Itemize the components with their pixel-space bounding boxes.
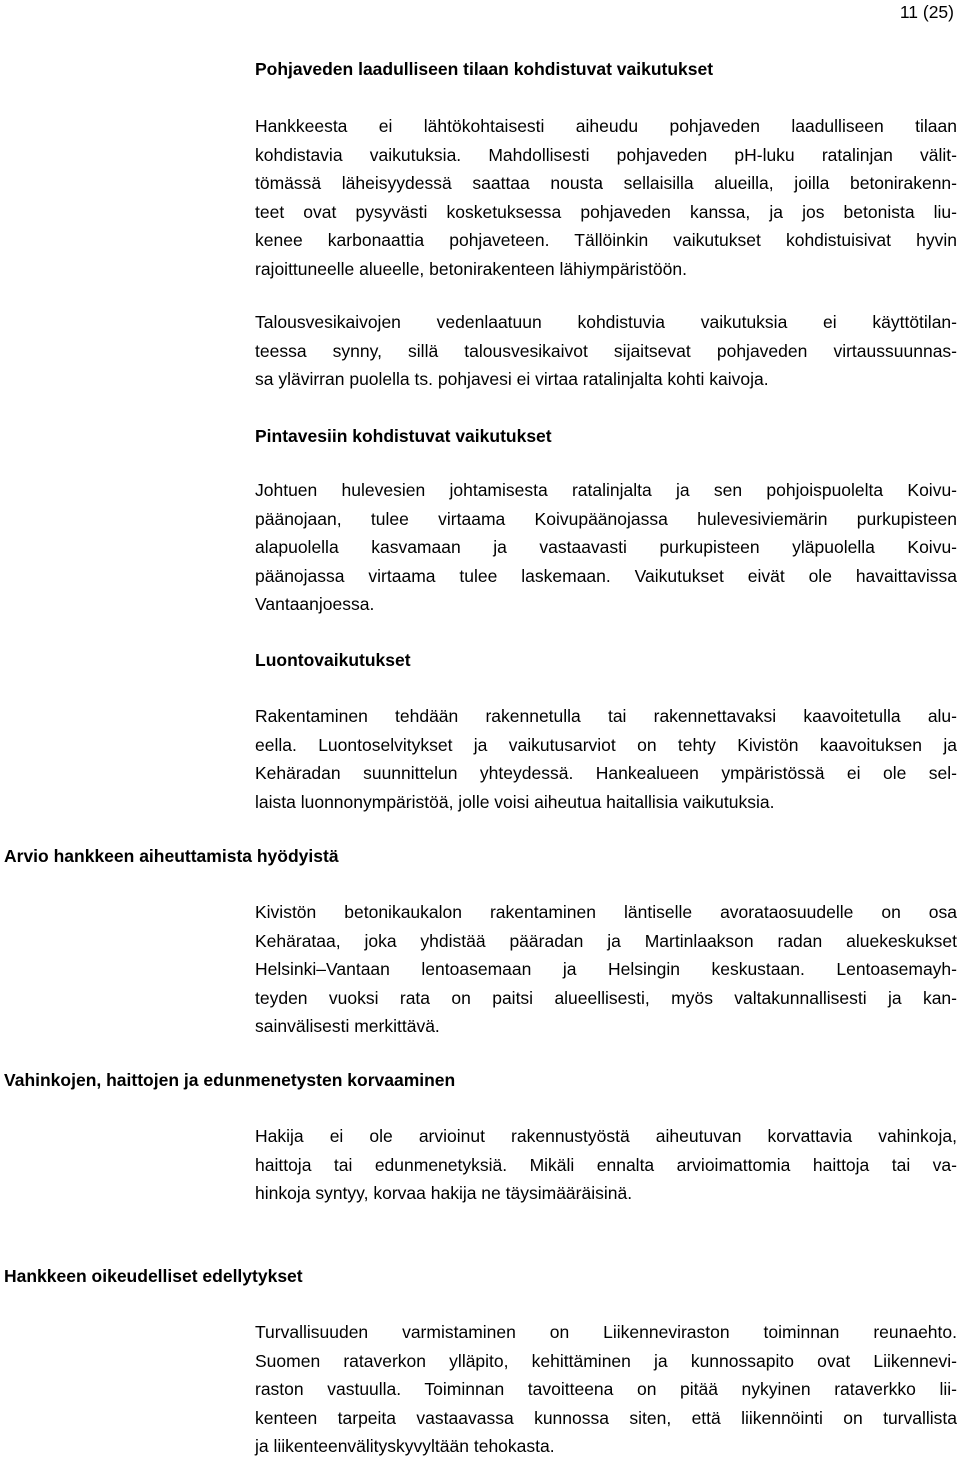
text-line: sa ylävirran puolella ts. pohjavesi ei virtaa ratalinjalta kohti kaivoja. (255, 369, 769, 390)
text-line: teet ovat pysyvästi kosketuksessa pohjaveden kanssa, ja jos betonista liu- (255, 201, 957, 222)
paragraph-groundwater-quality-1 (255, 112, 957, 284)
heading-legal-requirements: Hankkeen oikeudelliset edellytykset (4, 1266, 303, 1286)
text-line: kenteen tarpeita vastaavassa kunnossa siten, että liikennöinti on turvallista (255, 1407, 957, 1428)
heading-groundwater-quality: Pohjaveden laadulliseen tilaan kohdistuvat vaikutukset (255, 59, 714, 79)
text-line: teessa synny, sillä talousvesikaivot sijaitsevat pohjaveden virtaussuunnas- (255, 340, 957, 361)
heading-surface-water: Pintavesiin kohdistuvat vaikutukset (255, 426, 552, 446)
heading-benefits: Arvio hankkeen aiheuttamista hyödyistä (4, 846, 339, 866)
paragraph-legal-requirements (255, 1318, 957, 1461)
heading-compensation: Vahinkojen, haittojen ja edunmenetysten korvaaminen (4, 1070, 456, 1090)
text-line: Helsinki–Vantaan lentoasemaan ja Helsingin keskustaan. Lentoasemayh- (255, 959, 957, 980)
text-line: haittoja tai edunmenetyksiä. Mikäli ennalta arvioimattomia haittoja tai va- (255, 1154, 957, 1175)
heading-nature-impacts: Luontovaikutukset (255, 650, 411, 670)
text-line: kohdistavia vaikutuksia. Mahdollisesti pohjaveden pH-luku ratalinjan välit- (255, 144, 957, 165)
text-line: alapuolella kasvamaan ja vastaavasti purkupisteen yläpuolella Koivu- (255, 537, 957, 558)
paragraph-benefits (255, 898, 957, 1041)
text-line: Talousvesikaivojen vedenlaatuun kohdistuvia vaikutuksia ei käyttötilan- (255, 312, 957, 332)
text-line: Kivistön betonikaukalon rakentaminen läntiselle avorataosuudelle on osa (255, 902, 957, 922)
text-line: laista luonnonympäristöä, jolle voisi aiheutua haitallisia vaikutuksia. (255, 791, 775, 812)
text-line: päänojaan, tulee virtaama Koivupäänojassa hulevesiviemärin purkupisteen (255, 508, 957, 529)
text-line: päänojassa virtaama tulee laskemaan. Vaikutukset eivät ole havaittavissa (255, 565, 957, 586)
text-line: ja liikenteenvälityskyvyltään tehokasta. (255, 1436, 555, 1457)
text-line: Hankkeesta ei lähtökohtaisesti aiheudu pohjaveden laadulliseen tilaan (255, 116, 957, 136)
text-line: Kehärataa, joka yhdistää pääradan ja Martinlaakson radan aluekeskukset (255, 930, 957, 951)
text-line: Hakija ei ole arvioinut rakennustyöstä aiheutuvan korvattavia vahinkoja, (255, 1126, 957, 1146)
text-line: Turvallisuuden varmistaminen on Liikenneviraston toiminnan reunaehto. (255, 1322, 957, 1342)
text-line: kenee karbonaattia pohjaveteen. Tällöinkin vaikutukset kohdistuisivat hyvin (255, 230, 957, 251)
text-line: eella. Luontoselvitykset ja vaikutusarviot on tehty Kivistön kaavoituksen ja (255, 734, 957, 755)
text-line: tömässä läheisyydessä saattaa nousta sellaisilla alueilla, joilla betonirakenn- (255, 173, 957, 194)
text-line: Suomen rataverkon ylläpito, kehittäminen ja kunnossapito ovat Liikennevi- (255, 1350, 957, 1371)
text-line: raston vastuulla. Toiminnan tavoitteena on pitää nykyinen rataverkko lii- (255, 1379, 957, 1400)
paragraph-nature-impacts (255, 702, 957, 816)
text-line: Johtuen hulevesien johtamisesta ratalinjalta ja sen pohjoispuolelta Koivu- (255, 480, 957, 500)
text-line: Rakentaminen tehdään rakennetulla tai rakennettavaksi kaavoitetulla alu- (255, 706, 957, 726)
paragraph-surface-water (255, 476, 957, 619)
text-line: Kehäradan suunnittelun yhteydessä. Hankealueen ympäristössä ei ole sel- (255, 763, 957, 784)
paragraph-groundwater-quality-2 (255, 308, 957, 394)
text-line: teyden vuoksi rata on paitsi alueellisesti, myös valtakunnallisesti ja kan- (255, 987, 957, 1008)
page-number: 11 (25) (899, 2, 954, 22)
text-line: sainvälisesti merkittävä. (255, 1016, 440, 1037)
text-line: rajoittuneelle alueelle, betonirakenteen lähiympäristöön. (255, 258, 687, 279)
text-line: Vantaanjoessa. (255, 594, 375, 615)
paragraph-compensation (255, 1122, 957, 1208)
text-line: hinkoja syntyy, korvaa hakija ne täysimääräisinä. (255, 1183, 633, 1204)
